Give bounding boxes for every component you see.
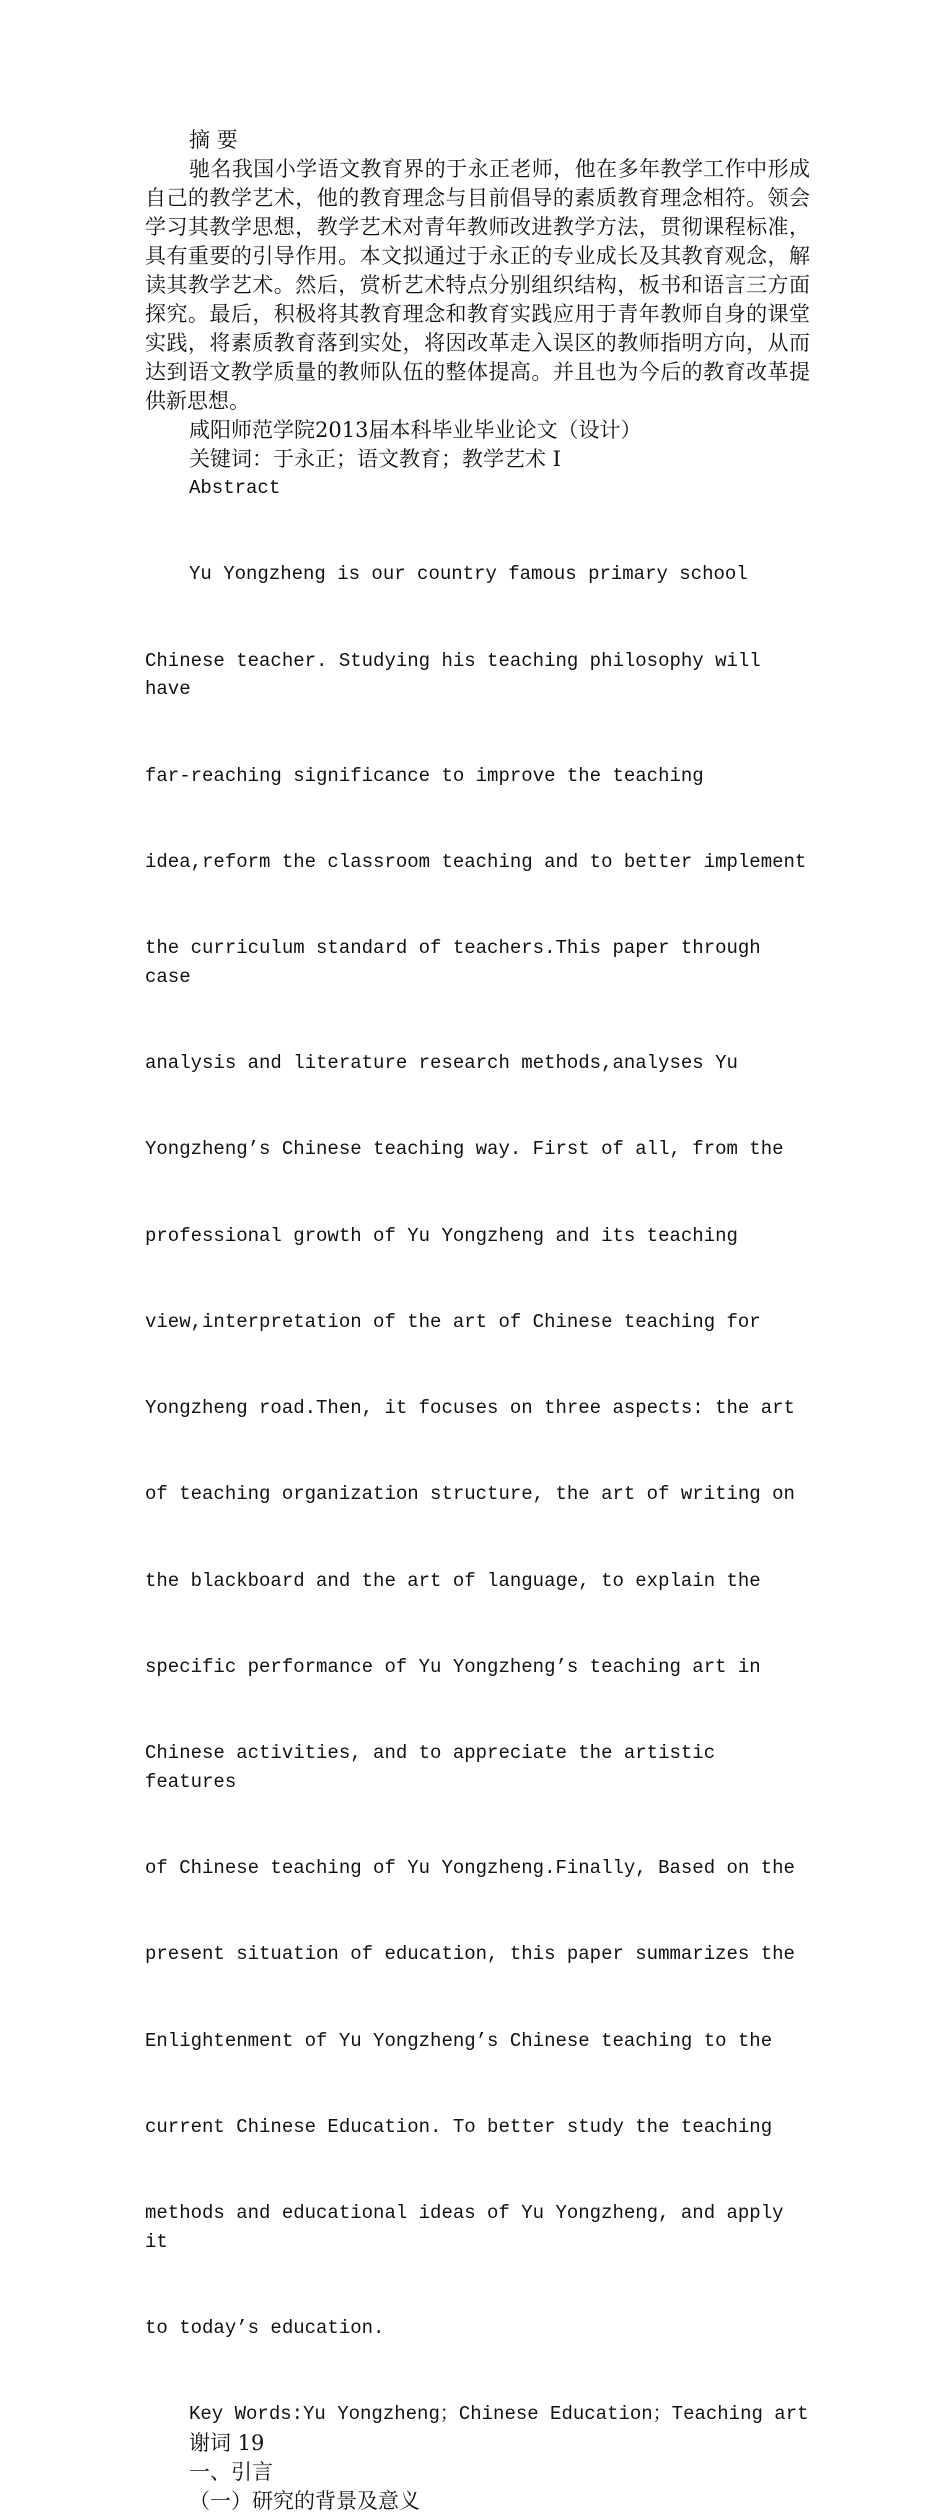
abstract-en-line: Yongzheng road.Then, it focuses on three aspects: the art [145,1397,795,1419]
abstract-en-line: current Chinese Education. To better study the teaching [145,2115,773,2138]
keywords-en: Key Words:Yu Yongzheng；Chinese Education；Teaching art [189,2403,809,2426]
thesis-line: 咸阳师范学院2013届本科毕业毕业论文（设计） [189,418,642,442]
abstract-en-line: Enlightenment of Yu Yongzheng’s Chinese teaching to the [145,2029,773,2052]
abstract-en-line: methods and educational ideas of Yu Yongzheng, and apply it [145,2202,795,2253]
section-heading-1: 一、引言 [189,2460,273,2484]
abstract-en-line: present situation of education, this paper summarizes the [145,1943,795,1966]
abstract-paragraph-en [145,503,810,2401]
abstract-en-line: view,interpretation of the art of Chinese teaching for [145,1310,761,1333]
abstract-heading: 摘 要 [189,128,238,152]
abstract-en-line: to today’s education. [145,2317,385,2339]
section-heading-1-1: （一）研究的背景及意义 [189,2489,420,2513]
abstract-en-line: Chinese activities, and to appreciate the artistic features [145,1742,727,1793]
abstract-en-line: the blackboard and the art of language, to explain the [145,1569,761,1592]
abstract-en-line: specific performance of Yu Yongzheng’s teaching art in [145,1655,761,1678]
abstract-en-line: of Chinese teaching of Yu Yongzheng.Finally, Based on the [145,1857,795,1879]
abstract-en-line: far-reaching significance to improve the teaching [145,764,704,787]
abstract-en-line: the curriculum standard of teachers.This paper through case [145,937,773,988]
abstract-en-line: Yongzheng’s Chinese teaching way. First of all, from the [145,1138,784,1161]
abstract-en-line: of teaching organization structure, the art of writing on [145,1483,795,1506]
abstract-en-line: idea,reform the classroom teaching and to better implement [145,850,807,873]
abstract-paragraph-zh: 驰名我国小学语文教育界的于永正老师，他在多年教学工作中形成自己的教学艺术，他的教育理念与目前倡导的素质教育理念相符。领会学习其教学思想，教学艺术对青年教师改进教学方法，贯彻课程标准，具有重要的引导作用。本文拟通过于永正的专业成长及其教育观念，解读其教学艺术。然后，赏析艺术特点分别组织结构，板书和语言三方面探究。最后，积极将其教育理念和教育实践应用于青年教师自身的课堂实践，将素质教育落到实处，将因改革走入误区的教师指明方向，从而达到语文教学质量的教师队伍的整体提高。并且也为今后的教育改革提供新思想。 [145,157,810,413]
abstract-en-line: Yu Yongzheng is our country famous primary school [189,563,748,586]
abstract-en-line: analysis and literature research methods,analyses Yu [145,1052,738,1074]
keywords-zh: 关键词：于永正；语文教育；教学艺术 I [189,447,561,471]
thanks-line: 谢词 19 [189,2431,265,2455]
abstract-en-line: Chinese teacher. Studying his teaching philosophy will have [145,649,773,701]
abstract-en-heading: Abstract [189,477,281,499]
document-page [145,126,810,2516]
abstract-en-line: professional growth of Yu Yongzheng and its teaching [145,1224,738,1247]
